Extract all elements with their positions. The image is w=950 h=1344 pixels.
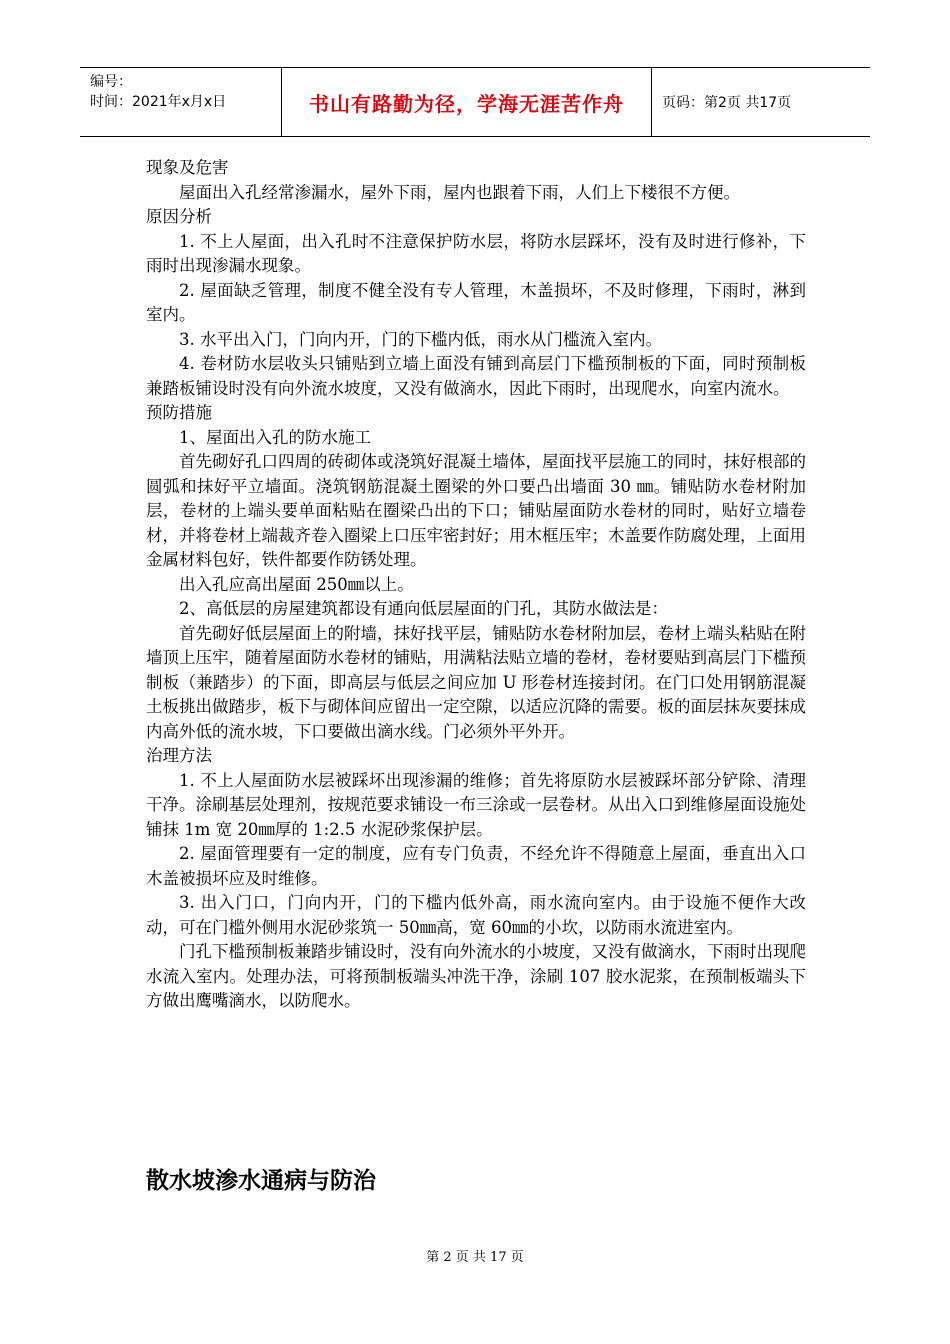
page-footer: 第 2 页 共 17 页	[426, 1250, 524, 1265]
paragraph: 首先砌好孔口四周的砖砌体或浇筑好混凝土墙体，屋面找平层施工的同时，抹好根部的圆弧和抹好平立墙面。浇筑钢筋混凝土圈梁的外口要凸出墙面 30 ㎜。铺贴防水卷材附加层，卷材的上端头要单面粘贴在圈梁凸出的下口；铺贴屋面防水卷材的同时，贴好立墙卷材，并将卷材上端裁齐卷入圈梁上口压牢密封好；用木框压牢；木盖要作防腐处理，上面用金属材料包好，铁件都要作防锈处理。	[146, 452, 806, 569]
paragraph: 出入孔应高出屋面 250㎜以上。	[179, 574, 414, 594]
subheading: 2、高低层的房屋建筑都设有通向低层屋面的门孔，其防水做法是：	[179, 599, 668, 618]
header-page-info: 页码：第2页 共17页	[662, 95, 792, 111]
header-motto-cell	[282, 68, 652, 136]
page-header	[80, 67, 870, 137]
paragraph: 3. 水平出入门，门向内开，门的下槛内低，雨水从门槛流入室内。	[179, 329, 662, 349]
paragraph: 2. 屋面缺乏管理，制度不健全没有专人管理，木盖损坏，不及时修理，下雨时，淋到室内。	[146, 280, 806, 324]
paragraph: 4. 卷材防水层收头只铺贴到立墙上面没有铺到高层门下槛预制板的下面，同时预制板兼踏板铺设时没有向外流水坡度，又没有做滴水，因此下雨时，出现爬水，向室内流水。	[146, 354, 806, 398]
paragraph: 屋面出入孔经常渗漏水，屋外下雨，屋内也跟着下雨，人们上下楼很不方便。	[179, 182, 740, 202]
paragraph: 门孔下槛预制板兼踏步铺设时，没有向外流水的小坡度，又没有做滴水，下雨时出现爬水流入室内。处理办法，可将预制板端头冲洗干净，涂刷 107 胶水泥浆，在预制板端头下方做出鹰嘴滴水，以防爬水。	[146, 942, 806, 1010]
header-meta	[80, 68, 282, 136]
paragraph: 首先砌好低层屋面上的附墙，抹好找平层，铺贴防水卷材附加层，卷材上端头粘贴在附墙顶上压牢，随着屋面防水卷材的铺贴，用满粘法贴立墙的卷材，卷材要贴到高层门下槛预制板（兼踏步）的下面，即高层与低层之间应加 U 形卷材连接封闭。在门口处用钢筋混凝土板挑出做踏步，板下与砌体间应留出一定空隙，以适应沉降的需要。板的面层抹灰要抹成内高外低的流水坡，下口要做出滴水线。门必须外平外开。	[146, 623, 806, 741]
heading-cause-analysis: 原因分析	[146, 207, 212, 226]
heading-treatment: 治理方法	[146, 746, 212, 765]
heading-prevention: 预防措施	[146, 403, 212, 422]
section-title: 散水坡渗水通病与防治	[146, 1168, 376, 1194]
paragraph: 3. 出入门口，门向内开，门的下槛内低外高，雨水流向室内。由于设施不便作大改动，可在门槛外侧用水泥砂浆筑一 50㎜高，宽 60㎜的小坎，以防雨水流进室内。	[146, 893, 806, 937]
paragraph: 2. 屋面管理要有一定的制度，应有专门负责，不经允许不得随意上屋面，垂直出入口木盖被损坏应及时维修。	[146, 844, 806, 888]
paragraph: 1. 不上人屋面防水层被踩坏出现渗漏的维修；首先将原防水层被踩坏部分铲除、清理干净。涂刷基层处理剂，按规范要求铺设一布三涂或一层卷材。从出入口到维修屋面设施处铺抹 1m 宽 20㎜厚的 1:2.5 水泥砂浆保护层。	[146, 770, 806, 839]
subheading: 1、屋面出入孔的防水施工	[179, 427, 371, 447]
paragraph: 1. 不上人屋面，出入孔时不注意保护防水层，将防水层踩坏，没有及时进行修补，下雨时出现渗漏水现象。	[146, 231, 806, 275]
header-motto: 书山有路勤为径，学海无涯苦作舟	[309, 91, 624, 116]
document-body	[146, 156, 806, 1014]
doc-number-label: 编号：	[90, 74, 132, 90]
header-page-info-cell	[652, 68, 870, 136]
heading-phenomenon: 现象及危害	[146, 158, 229, 177]
doc-time-label: 时间：2021年x月x日	[90, 94, 227, 110]
